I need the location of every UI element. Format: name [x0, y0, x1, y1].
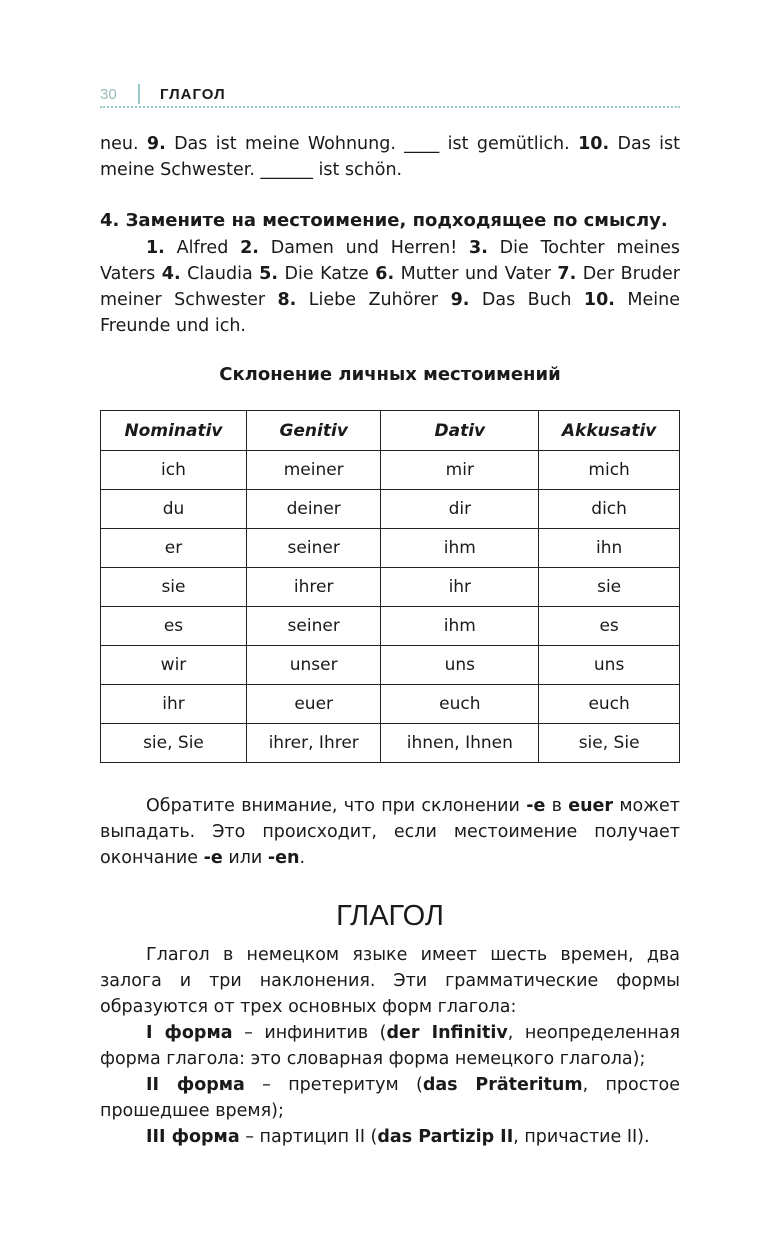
header-separator — [138, 84, 140, 104]
text-run: Das ist meine Schwester. ______ ist schön. — [100, 134, 681, 180]
text-run: – партицип II ( — [239, 1127, 378, 1147]
exercise-item — [375, 264, 557, 284]
item-number: 6. — [375, 264, 395, 284]
header-rule — [100, 106, 680, 108]
item-text: Der Bruder meiner Schwester — [100, 264, 680, 310]
table-row — [101, 724, 680, 763]
table-row — [101, 451, 680, 490]
table-row — [101, 529, 680, 568]
item-number: 10. — [583, 290, 615, 310]
table-cell: ihm — [381, 607, 539, 646]
running-header — [100, 84, 680, 108]
exercise-item — [277, 290, 450, 310]
table-cell: uns — [381, 646, 539, 685]
table-row — [101, 490, 680, 529]
text-run: – претеритум ( — [244, 1075, 423, 1095]
table-cell: dir — [381, 490, 539, 529]
exercise-item — [451, 290, 584, 310]
table-cell: ihrer, Ihrer — [246, 724, 380, 763]
table-cell: wir — [101, 646, 247, 685]
german-term: der Infinitiv — [386, 1023, 508, 1043]
verb-section — [100, 942, 680, 1150]
column-header: Dativ — [381, 411, 539, 451]
table-cell: ihrer — [246, 568, 380, 607]
table-cell: dich — [539, 490, 680, 529]
table-cell: uns — [539, 646, 680, 685]
exercise-items — [100, 235, 680, 339]
table-row — [101, 685, 680, 724]
text-run: . — [299, 848, 306, 868]
table-cell: er — [101, 529, 247, 568]
text-run: , неопределенная форма глагола: это словарная форма немецкого глагола); — [100, 1023, 680, 1069]
bold-term: -en — [267, 848, 300, 868]
item-text: Die Tochter meines Vaters — [100, 238, 680, 284]
column-header: Nominativ — [101, 411, 247, 451]
table-cell: ihr — [101, 685, 247, 724]
column-header: Genitiv — [246, 411, 380, 451]
bold-term: euer — [568, 796, 614, 816]
table-cell: ich — [101, 451, 247, 490]
text-run: Das ist meine Wohnung. ____ ist gemütlich. — [165, 134, 579, 154]
continuation-paragraph — [100, 131, 680, 183]
item-text: Claudia — [180, 264, 260, 284]
form-label: I форма — [146, 1023, 233, 1043]
item-text: Die Katze — [278, 264, 376, 284]
table-cell: sie — [539, 568, 680, 607]
header-title: ГЛАГОЛ — [160, 86, 226, 103]
table-title: Склонение личных местоимений — [219, 364, 561, 385]
text-run: в — [545, 796, 569, 816]
table-cell: sie — [101, 568, 247, 607]
table-cell: meiner — [246, 451, 380, 490]
item-number: 8. — [277, 290, 297, 310]
table-row — [101, 607, 680, 646]
table-header-row — [101, 411, 680, 451]
item-number: 1. — [146, 238, 165, 258]
verb-form-item — [100, 1020, 680, 1072]
item-number: 7. — [557, 264, 577, 284]
item-number: 2. — [240, 238, 259, 258]
item-number: 3. — [469, 238, 488, 258]
table-cell: ihm — [381, 529, 539, 568]
exercise-item — [146, 238, 240, 258]
exercise-item — [259, 264, 375, 284]
note-paragraph — [100, 793, 680, 871]
text-run: может выпадать. Это происходит, если местоимение получает окончание — [100, 796, 680, 868]
text-run: или — [222, 848, 268, 868]
section-title: ГЛАГОЛ — [336, 900, 444, 932]
item-number: 9. — [450, 290, 470, 310]
text-run: , причастие II). — [513, 1127, 650, 1147]
table-cell: euch — [381, 685, 539, 724]
table-cell: euer — [246, 685, 380, 724]
intro-paragraph: Глагол в немецком языке имеет шесть времен, два залога и три наклонения. Эти грамматические формы образуются от трех основных форм глагола: — [100, 945, 680, 1017]
item-text: Alfred — [164, 238, 241, 258]
table-cell: deiner — [246, 490, 380, 529]
item-text: Das Buch — [469, 290, 584, 310]
exercise-item — [162, 264, 259, 284]
page-number: 30 — [100, 86, 117, 103]
text-run: , простое прошедшее время); — [100, 1075, 680, 1121]
german-term: das Präteritum — [422, 1075, 583, 1095]
table-cell: ihn — [539, 529, 680, 568]
verb-form-item — [100, 1124, 680, 1150]
german-term: das Partizip II — [377, 1127, 514, 1147]
table-cell: euch — [539, 685, 680, 724]
item-text: Liebe Zuhörer — [296, 290, 451, 310]
table-cell: ihnen, Ihnen — [381, 724, 539, 763]
item-text: Damen und Herren! — [258, 238, 470, 258]
column-header: Akkusativ — [539, 411, 680, 451]
table-cell: es — [101, 607, 247, 646]
exercise-item — [240, 238, 469, 258]
item-text: Mutter und Vater — [394, 264, 558, 284]
table-cell: es — [539, 607, 680, 646]
declension-table — [100, 410, 680, 763]
item-number: 10. — [578, 134, 610, 154]
table-cell: seiner — [246, 529, 380, 568]
bold-term: -e — [526, 796, 546, 816]
table-cell: mir — [381, 451, 539, 490]
text-run: – инфинитив ( — [232, 1023, 387, 1043]
form-label: III форма — [146, 1127, 240, 1147]
item-number: 9. — [146, 134, 166, 154]
table-row — [101, 568, 680, 607]
table-cell: sie, Sie — [539, 724, 680, 763]
table-cell: du — [101, 490, 247, 529]
table-row — [101, 646, 680, 685]
verb-form-item — [100, 1072, 680, 1124]
table-cell: ihr — [381, 568, 539, 607]
item-number: 4. — [161, 264, 181, 284]
table-cell: sie, Sie — [101, 724, 247, 763]
exercise-title: 4. Замените на местоимение, подходящее по смыслу. — [100, 210, 668, 231]
item-number: 5. — [259, 264, 278, 284]
table-cell: seiner — [246, 607, 380, 646]
text-run: neu. — [100, 134, 147, 154]
item-text: Meine Freunde und ich. — [100, 290, 680, 336]
text-run: Обратите внимание, что при склонении — [146, 796, 527, 816]
bold-term: -e — [203, 848, 223, 868]
table-cell: unser — [246, 646, 380, 685]
form-label: II форма — [146, 1075, 245, 1095]
table-cell: mich — [539, 451, 680, 490]
